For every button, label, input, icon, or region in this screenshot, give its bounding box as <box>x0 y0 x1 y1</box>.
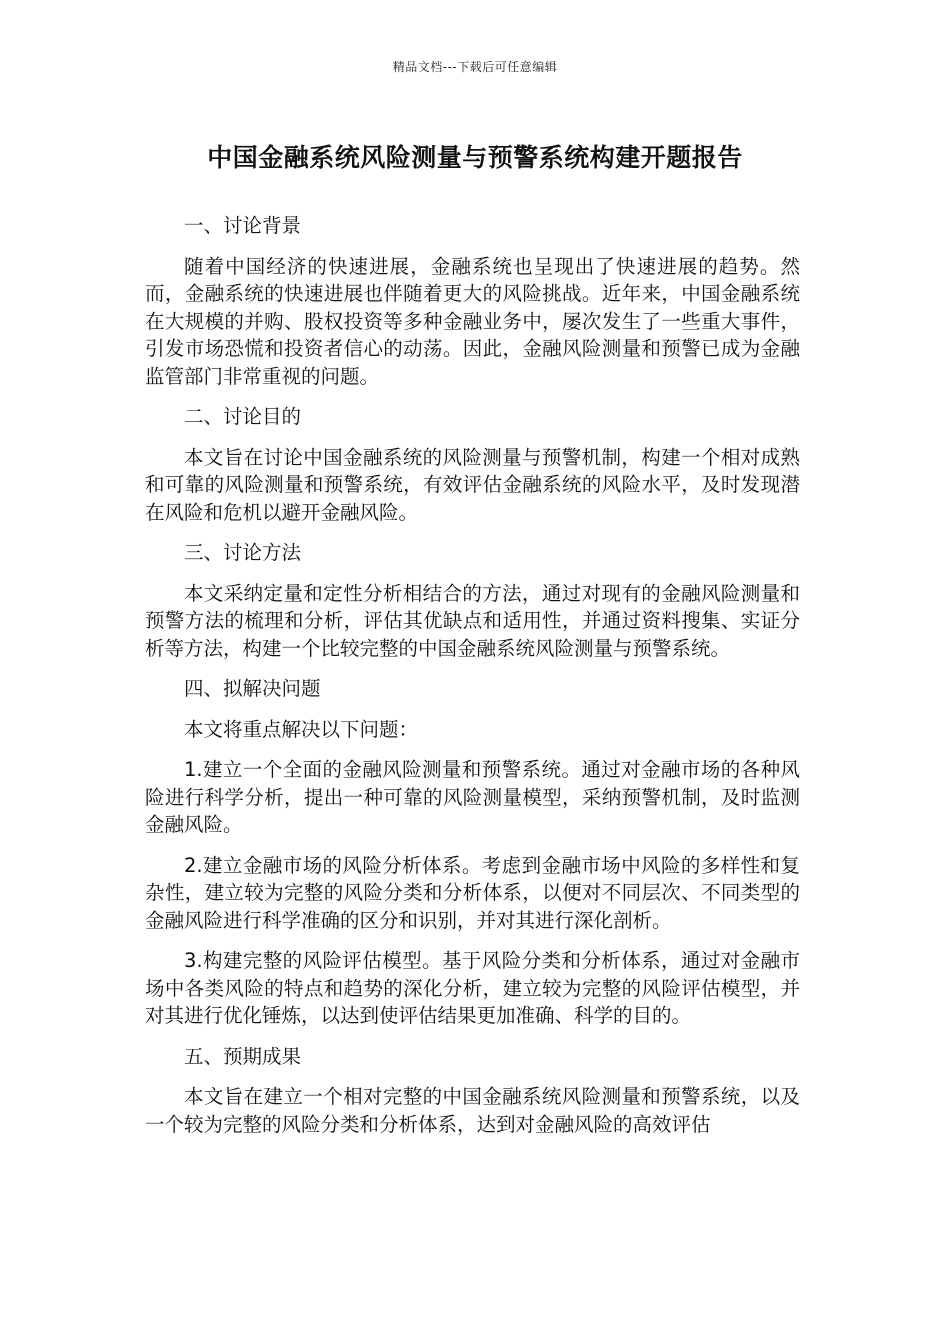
paragraph-problems-intro: 本文将重点解决以下问题： <box>184 717 419 741</box>
section-heading-problems: 四、拟解决问题 <box>184 677 321 700</box>
section-heading-method: 三、讨论方法 <box>184 541 302 564</box>
document-title: 中国金融系统风险测量与预警系统构建开题报告 <box>207 143 743 172</box>
header-note: 精品文档---下载后可任意编辑 <box>392 60 558 74</box>
list-item-problem-1: 1.建立一个全面的金融风险测量和预警系统。通过对金融市场的各种风险进行科学分析，提出一种可靠的风险测量模型，采纳预警机制，及时监测金融风险。 <box>145 758 800 836</box>
paragraph-background: 随着中国经济的快速进展，金融系统也呈现出了快速进展的趋势。然而，金融系统的快速进展也伴随着更大的风险挑战。近年来，中国金融系统在大规模的并购、股权投资等多种金融业务中，屡次发生了一些重大事件，引发市场恐慌和投资者信心的动荡。因此，金融风险测量和预警已成为金融监管部门非常重视的问题。 <box>145 254 800 388</box>
section-heading-results: 五、预期成果 <box>184 1044 302 1068</box>
section-heading-background: 一、讨论背景 <box>184 214 302 237</box>
section-heading-purpose: 二、讨论目的 <box>184 405 302 428</box>
list-item-problem-3: 3.构建完整的风险评估模型。基于风险分类和分析体系，通过对金融市场中各类风险的特点和趋势的深化分析，建立较为完整的风险评估模型，并对其进行优化锤炼，以达到使评估结果更加准确、科学的目的。 <box>145 949 800 1027</box>
list-item-problem-2: 2.建立金融市场的风险分析体系。考虑到金融市场中风险的多样性和复杂性，建立较为完整的风险分类和分析体系，以便对不同层次、不同类型的金融风险进行科学准确的区分和识别，并对其进行深化剖析。 <box>145 853 800 932</box>
document-body <box>145 212 800 1151</box>
paragraph-method: 本文采纳定量和定性分析相结合的方法，通过对现有的金融风险测量和预警方法的梳理和分析，评估其优缺点和适用性，并通过资料搜集、实证分析等方法，构建一个比较完整的中国金融系统风险测量与预警系统。 <box>145 581 800 660</box>
paragraph-results: 本文旨在建立一个相对完整的中国金融系统风险测量和预警系统，以及一个较为完整的风险分类和分析体系，达到对金融风险的高效评估 <box>145 1085 800 1136</box>
paragraph-purpose: 本文旨在讨论中国金融系统的风险测量与预警机制，构建一个相对成熟和可靠的风险测量和预警系统，有效评估金融系统的风险水平，及时发现潜在风险和危机以避开金融风险。 <box>145 445 800 524</box>
